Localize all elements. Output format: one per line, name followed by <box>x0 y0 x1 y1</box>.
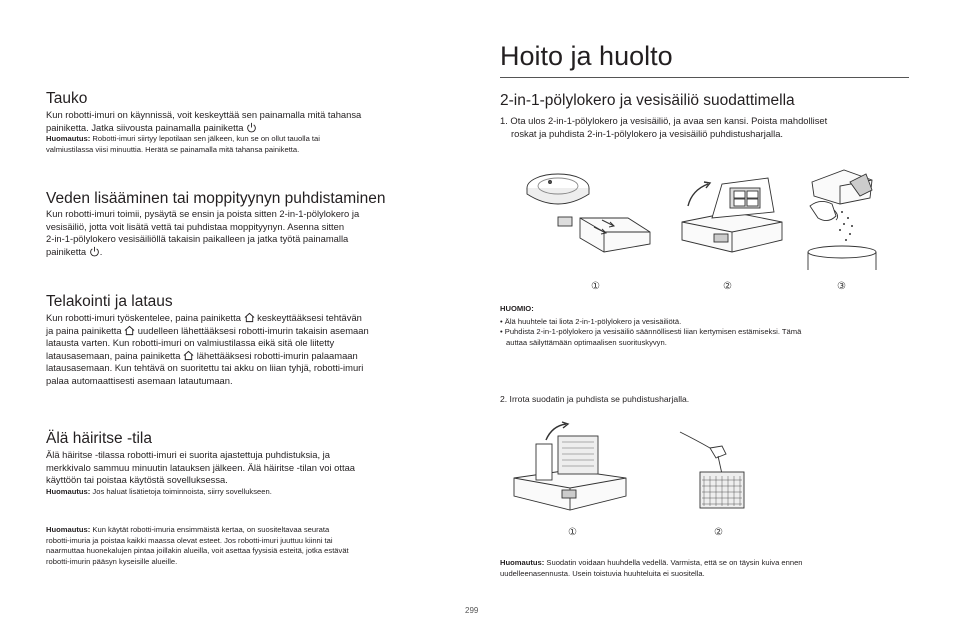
filter-note-line: uudelleenasennusta. Usein toistuvia huuhteluita ei suositella. <box>500 568 705 578</box>
heading-ala-hairitse: Älä häiritse -tila <box>46 430 152 447</box>
veden-text-line: vesisäiliö, jotta voit lisätä vettä tai puhdistaa moppityynyn. Asenna sitten <box>46 220 345 232</box>
power-icon <box>89 246 100 257</box>
telakointi-text-line: ja paina painiketta uudelleen lähettääksesi robotti-imurin takaisin asemaan <box>46 324 369 336</box>
page-title: Hoito ja huolto <box>500 41 673 71</box>
bottom-note-right <box>500 558 910 579</box>
telakointi-text-line: latausta varten. Kun robotti-imuri on valmiustilassa eikä sitä ole liitetty <box>46 337 335 348</box>
step-2-line: 2. Irrota suodatin ja puhdista se puhdistusharjalla. <box>500 394 690 404</box>
telakointi-text-line: palaa automaattisesti asemaan latautumaan. <box>46 374 233 386</box>
open-arrow-icon <box>688 184 708 206</box>
figure-1-label-3: ③ <box>837 281 846 292</box>
home-icon <box>183 350 194 361</box>
step-2 <box>500 394 910 405</box>
tauko-note: Huomautus: Robotti-imuri siirtyy lepotilaan sen jälkeen, kun se on ollut tauolla tai <box>46 134 320 143</box>
section-telakointi <box>46 293 466 387</box>
ala-text-line: merkkivalo sammuu minuutin latauksen jälkeen. Älä häiritse -tilan voi ottaa <box>46 461 355 473</box>
veden-text-line: 2-in-1-pölylokero vesisäiliöllä takaisin paikalleen ja jatka työtä painamalla <box>46 233 349 244</box>
filter-brush-illustration <box>680 432 744 508</box>
huomio-bullet-cont: auttaa säilyttämään optimaalisen suorituskyvyn. <box>506 337 667 347</box>
home-icon <box>244 312 255 323</box>
step-1-line: 1. Ota ulos 2-in-1-pölylokero ja vesisäiliö, ja avaa sen kansi. Poista mahdolliset <box>500 115 828 126</box>
filter-note-line: Huomautus: Suodatin voidaan huuhdella vedellä. Varmista, että se on täysin kuiva ennen <box>500 558 803 567</box>
section-veden <box>46 190 466 258</box>
heading-telakointi: Telakointi ja lataus <box>46 293 173 310</box>
ala-text-line: Älä häiritse -tilassa robotti-imuri ei suorita ajastettuja puhdistuksia, ja <box>46 449 330 460</box>
veden-text-line: painiketta . <box>46 245 103 257</box>
figure-1-label-2: ② <box>723 281 732 292</box>
emptying-illustration <box>810 170 872 221</box>
section-tauko <box>46 90 466 155</box>
heading-tauko: Tauko <box>46 90 88 107</box>
bottom-note-line: robotti-imurin pääsyn kyseisille alueille. <box>46 556 178 566</box>
title-divider <box>500 77 909 78</box>
trash-can-illustration <box>808 246 876 270</box>
bottom-note-line: naarmuttaa huonekalujen pintaa joillakin alueilla, voit asettaa fyysisiä esteitä, jotka estävät <box>46 546 349 555</box>
telakointi-text-line: Kun robotti-imuri työskentelee, paina painiketta keskeyttääksesi tehtävän <box>46 312 362 323</box>
figure-filter-steps <box>500 418 780 518</box>
bin-with-filter-illustration <box>514 436 626 510</box>
tauko-note-line: valmiustilassa viisi minuuttia. Herätä se painamalla mitä tahansa painiketta. <box>46 144 300 154</box>
tauko-text-line: painiketta. Jatka siivousta painamalla painiketta <box>46 122 466 135</box>
dust-bin-illustration <box>558 217 650 252</box>
debris-dots <box>839 211 853 241</box>
home-icon <box>124 325 135 336</box>
section-ala-hairitse <box>46 430 466 497</box>
tauko-text-line: Kun robotti-imuri on käynnissä, voit keskeyttää sen painamalla mitä tahansa <box>46 109 362 120</box>
heading-dust-bin: 2-in-1-pölylokero ja vesisäiliö suodattimella <box>500 92 795 109</box>
open-bin-illustration <box>682 178 782 252</box>
veden-text-line: Kun robotti-imuri toimii, pysäytä se ensin ja poista sitten 2-in-1-pölylokero ja <box>46 208 360 219</box>
huomio-block <box>500 304 910 348</box>
huomio-bullet: • Älä huuhtele tai liota 2-in-1-pölylokero ja vesisäiliötä. <box>500 316 682 326</box>
huomio-bullet: • Puhdista 2-in-1-pölylokero ja vesisäiliö säännöllisesti liian kertymisen estämiseksi. Tämä <box>500 327 802 336</box>
telakointi-text-line: latausasemaan. Kun tehtävä on suoritettu tai akku on liian tyhjä, robotti-imuri <box>46 362 364 373</box>
telakointi-text-line: latausasemaan, paina painiketta lähettääksesi robotti-imurin palaamaan <box>46 349 358 361</box>
figure-1-label-1: ① <box>591 281 600 292</box>
figure-dust-bin-steps <box>500 160 910 290</box>
ala-text-line: käyttöön tai poistaa käytöstä sovelluksessa. <box>46 474 228 485</box>
page-number: 299 <box>465 606 479 615</box>
bottom-note-line: robotti-imuria ja poistaa kaikki maassa olevat esteet. Jos robotti-imuri juuttuu kiinni tai <box>46 535 333 545</box>
step-1 <box>500 115 910 140</box>
huomio-label: HUOMIO: <box>500 304 534 313</box>
step-1-line: roskat ja puhdista 2-in-1-pölylokero ja vesisäiliö puhdistusharjalla. <box>511 127 784 139</box>
figure-2-label-1: ① <box>568 527 577 538</box>
ala-note: Huomautus: Jos haluat lisätietoja toiminnoista, siirry sovellukseen. <box>46 486 272 496</box>
power-icon <box>246 122 257 133</box>
bottom-note-line: Huomautus: Kun käytät robotti-imuria ensimmäistä kertaa, on suositeltavaa seurata <box>46 525 330 534</box>
bottom-note-left <box>46 525 466 567</box>
figure-2-label-2: ② <box>714 527 723 538</box>
heading-veden: Veden lisääminen tai moppityynyn puhdistaminen <box>46 190 386 207</box>
robot-illustration <box>527 174 589 204</box>
